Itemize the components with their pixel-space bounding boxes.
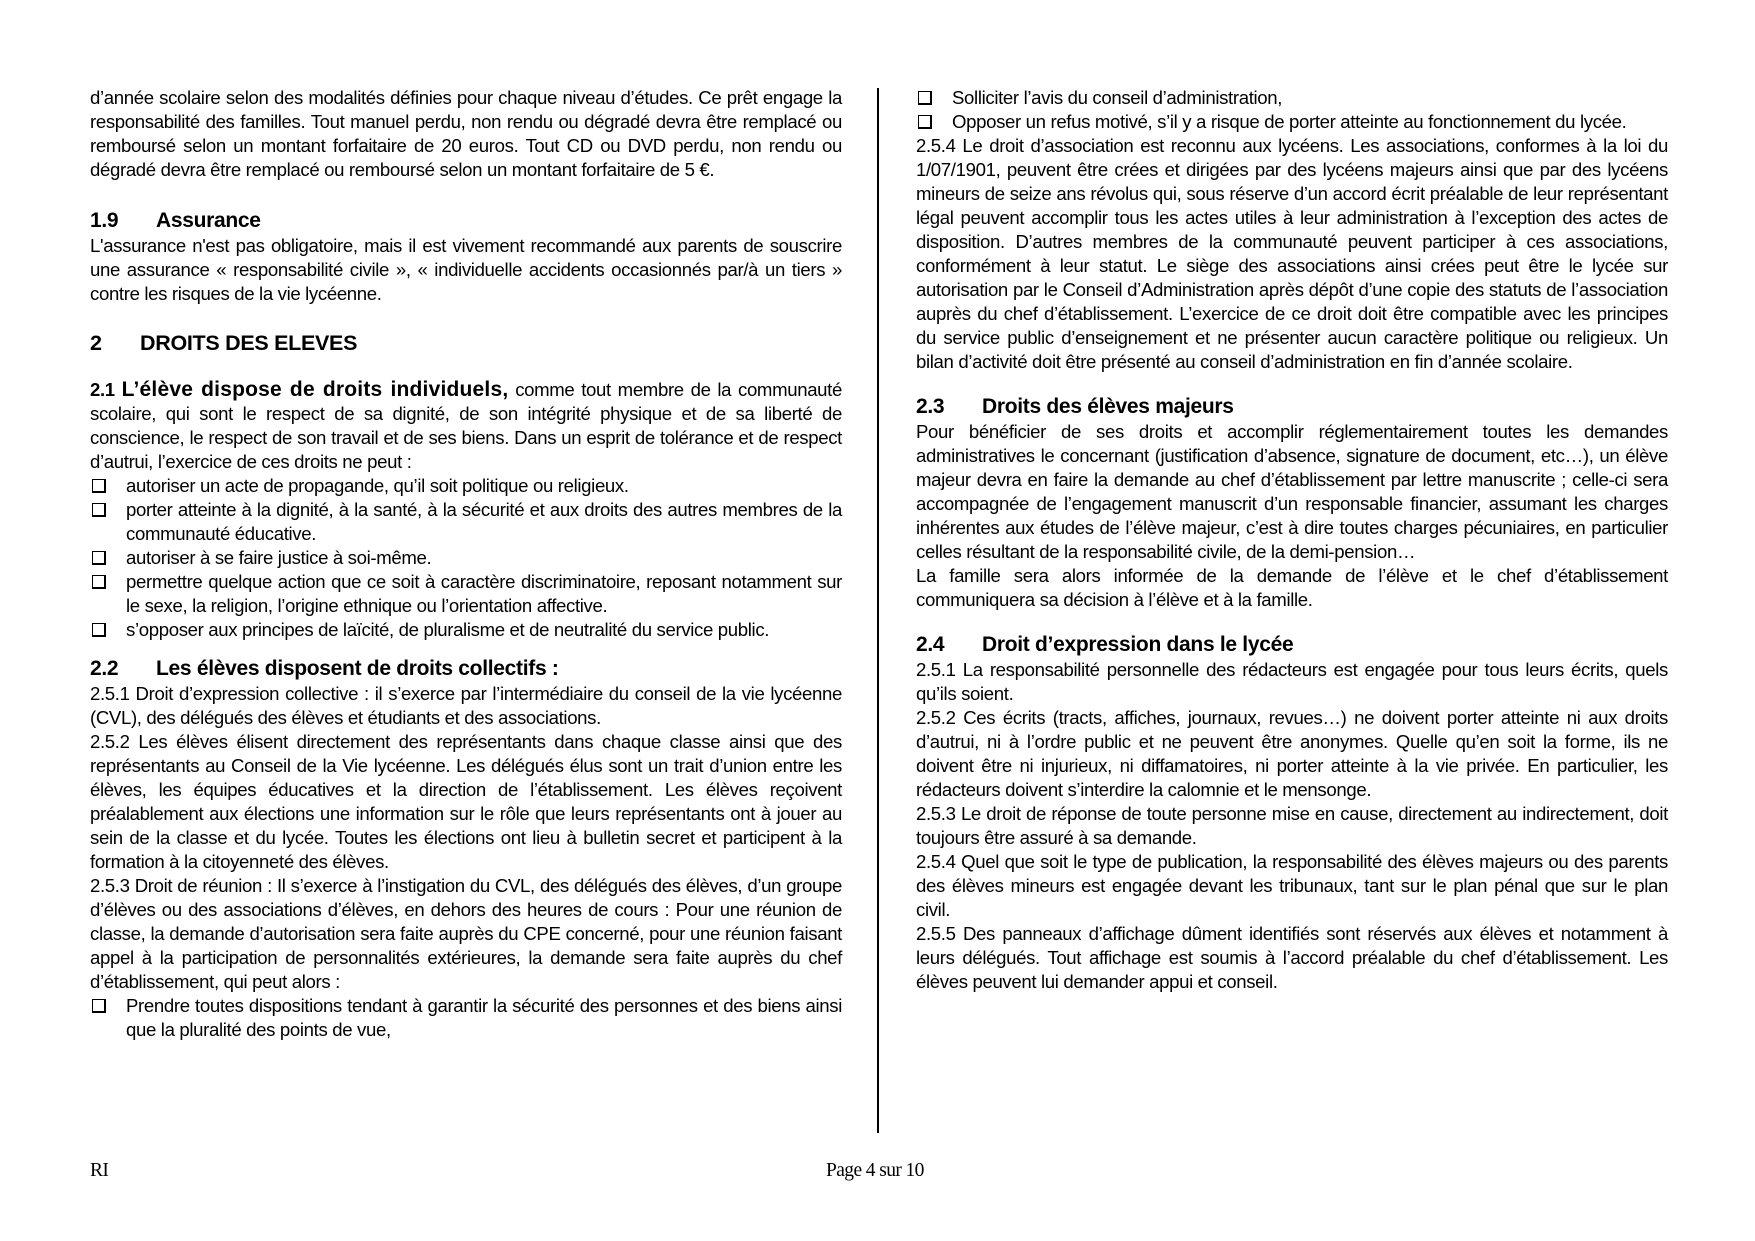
section-title: L’élève dispose de droits individuels, — [121, 378, 509, 401]
paragraph-2-5-2: 2.5.2 Ces écrits (tracts, affiches, journaux, revues…) ne doivent porter atteinte ni aux droits d’autrui, ni à l’ordre public et ne peuvent être anonymes. Quelle qu’en soit la forme, ils ne doivent être ni injurieux, ni diffamatoires, ni porter atteinte à la vie privée. En particulier, les rédacteurs doivent s’interdire la calomnie et le mensonge. — [916, 707, 1668, 800]
section-heading-1-9 — [90, 208, 842, 234]
list-item: porter atteinte à la dignité, à la santé, à la sécurité et aux droits des autres membres de la communauté éducative. — [90, 498, 842, 546]
section-number: 2.1 — [90, 379, 115, 400]
section-number: 1.9 — [90, 209, 119, 232]
section-heading-2-4 — [916, 632, 1668, 658]
checkbox-bullet-icon — [92, 503, 106, 517]
meeting-measures-list — [90, 994, 842, 1042]
list-item: Opposer un refus motivé, s’il y a risque de porter atteinte au fonctionnement du lycée. — [916, 110, 1668, 134]
section-title: Droits des élèves majeurs — [982, 395, 1234, 418]
paragraph-2-5-4-association: 2.5.4 Le droit d’association est reconnu aux lycéens. Les associations, conformes à la loi du 1/07/1901, peuvent être crées et dirigées par des lycéens majeurs ainsi que par des lycéens mineurs de seize ans révolus qui, sous réserve d’un accord écrit préalable de leur représentant légal peuvent accomplir tous les actes utiles à leur administration à l’exception des actes de disposition. D’autres membres de la communauté peuvent participer à ces associations, conformément à leur statut. Le siège des associations ainsi crées peut être le lycée sur autorisation par le Conseil d’Administration après dépôt d’une copie des statuts de l’association auprès du chef d’établissement. L’exercice de ce droit doit être compatible avec les principes du service public d’enseignement et ne présenter aucun caractère politique ou religieux. Un bilan d’activité doit être présenté au conseil d’administration en fin d’année scolaire. — [916, 135, 1668, 372]
individual-rights-list — [90, 474, 842, 642]
list-item: permettre quelque action que ce soit à caractère discriminatoire, reposant notamment sur le sexe, la religion, l’origine ethnique ou l’orientation affective. — [90, 570, 842, 618]
checkbox-bullet-icon — [92, 623, 106, 637]
section-2-1-paragraph — [90, 378, 842, 474]
section-title: Les élèves disposent de droits collectifs : — [156, 657, 559, 680]
section-heading-2-2 — [90, 656, 842, 682]
paragraph-2-5-5: 2.5.5 Des panneaux d’affichage dûment identifiés sont réservés aux élèves et notamment à leurs délégués. Tout affichage est soumis à l’accord préalable du chef d’établissement. Les élèves peuvent lui demander appui et conseil. — [916, 923, 1668, 992]
right-column — [916, 86, 1668, 994]
paragraph-2-5-3: 2.5.3 Le droit de réponse de toute personne mise en cause, directement au indirectement, doit toujours être assuré à sa demande. — [916, 803, 1668, 848]
checkbox-bullet-icon — [92, 999, 106, 1013]
checkbox-bullet-icon — [918, 91, 932, 105]
section-number: 2.4 — [916, 633, 945, 656]
chapter-title: DROITS DES ELEVES — [140, 331, 358, 355]
list-item: Prendre toutes dispositions tendant à garantir la sécurité des personnes et des biens ainsi que la pluralité des points de vue, — [90, 994, 842, 1042]
list-item: autoriser un acte de propagande, qu’il soit politique ou religieux. — [90, 474, 842, 498]
section-2-3-paragraph: La famille sera alors informée de la demande de l’élève et le chef d’établissement communiquera sa décision à l’élève et à la famille. — [916, 565, 1668, 610]
left-column — [90, 86, 842, 1042]
section-number: 2.2 — [90, 657, 119, 680]
paragraph-2-5-1: 2.5.1 Droit d’expression collective : il s’exerce par l’intermédiaire du conseil de la vie lycéenne (CVL), des délégués des élèves et étudiants et des associations. — [90, 683, 842, 728]
chapter-number: 2 — [90, 331, 102, 355]
chapter-heading-2 — [90, 330, 842, 356]
footer-document-code: RI — [90, 1160, 109, 1181]
paragraph-2-5-1: 2.5.1 La responsabilité personnelle des rédacteurs est engagée pour tous leurs écrits, quels qu’ils soient. — [916, 659, 1668, 704]
section-number: 2.3 — [916, 395, 945, 418]
section-heading-2-3 — [916, 394, 1668, 420]
section-title: Droit d’expression dans le lycée — [982, 633, 1294, 656]
meeting-measures-list-continued — [916, 86, 1668, 134]
column-divider — [877, 88, 879, 1133]
section-1-9-body: L'assurance n'est pas obligatoire, mais il est vivement recommandé aux parents de souscrire une assurance « responsabilité civile », « individuelle accidents occasionnés par/à un tiers » contre les risques de la vie lycéenne. — [90, 235, 842, 304]
list-item: autoriser à se faire justice à soi-même. — [90, 546, 842, 570]
intro-paragraph: d’année scolaire selon des modalités définies pour chaque niveau d’études. Ce prêt engage la responsabilité des familles. Tout manuel perdu, non rendu ou dégradé devra être remplacé ou remboursé selon un montant forfaitaire de 20 euros. Tout CD ou DVD perdu, non rendu ou dégradé devra être remplacé ou remboursé selon un montant forfaitaire de 5 €. — [90, 87, 842, 180]
section-title: Assurance — [156, 209, 261, 232]
list-item: s’opposer aux principes de laïcité, de pluralisme et de neutralité du service public. — [90, 618, 842, 642]
paragraph-2-5-3: 2.5.3 Droit de réunion : Il s’exerce à l’instigation du CVL, des délégués des élèves, d’un groupe d’élèves ou des associations d’élèves, en dehors des heures de cours : Pour une réunion de classe, la demande d’autorisation sera faite auprès du CPE concerné, pour une réunion faisant appel à la participation de personnalités extérieures, la demande sera faite auprès du chef d’établissement, qui peut alors : — [90, 875, 842, 992]
checkbox-bullet-icon — [92, 551, 106, 565]
paragraph-2-5-4: 2.5.4 Quel que soit le type de publication, la responsabilité des élèves majeurs ou des parents des élèves mineurs est engagée devant les tribunaux, tant sur le plan pénal que sur le plan civil. — [916, 851, 1668, 920]
section-2-1-body: comme tout membre de la communauté scolaire, qui sont le respect de sa dignité, de son intégrité physique et de sa liberté de conscience, le respect de son travail et de ses biens. Dans un esprit de tolérance et de respect d’autrui, l’exercice de ces droits ne peut : — [90, 379, 842, 472]
list-item: Solliciter l’avis du conseil d’administration, — [916, 86, 1668, 110]
checkbox-bullet-icon — [92, 479, 106, 493]
section-2-3-paragraph: Pour bénéficier de ses droits et accomplir réglementairement toutes les demandes administratives le concernant (justification d’absence, signature de document, etc…), un élève majeur devra en faire la demande au chef d’établissement par lettre manuscrite ; celle-ci sera accompagnée de l’engagement manuscrit d’un responsable financier, assumant les charges inhérentes aux études de l’élève majeur, c’est à dire toutes charges pécuniaires, en particulier celles résultant de la responsabilité civile, de la demi-pension… — [916, 421, 1668, 562]
checkbox-bullet-icon — [92, 575, 106, 589]
footer-page-number: Page 4 sur 10 — [826, 1160, 924, 1181]
checkbox-bullet-icon — [918, 115, 932, 129]
paragraph-2-5-2: 2.5.2 Les élèves élisent directement des représentants dans chaque classe ainsi que des représentants au Conseil de la Vie lycéenne. Les délégués élus sont un trait d’union entre les élèves, les équipes éducatives et la direction de l’établissement. Les élèves reçoivent préalablement aux élections une information sur le rôle que leurs représentants ont à jouer au sein de la classe et du lycée. Toutes les élections ont lieu à bulletin secret et participent à la formation à la citoyenneté des élèves. — [90, 731, 842, 872]
